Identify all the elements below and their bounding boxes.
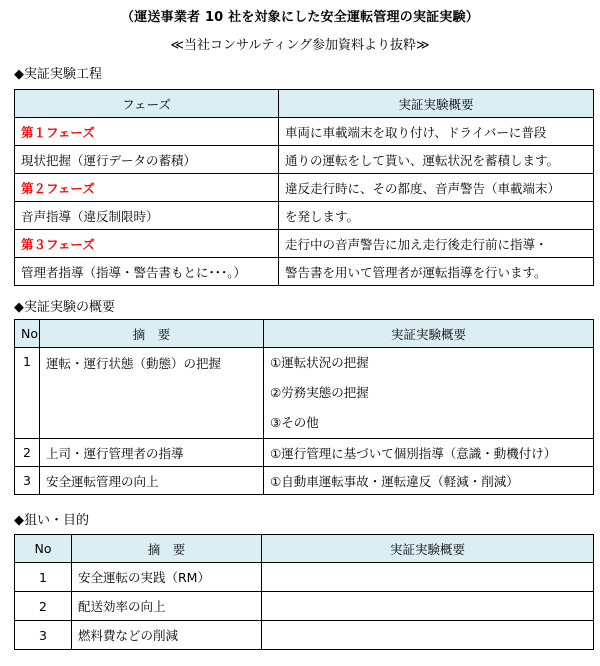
detail-line: ②労務実態の把握 [270,385,369,400]
table-row [15,258,594,286]
table-row [15,348,594,439]
document-title: （運送事業者 10 社を対象にした安全運転管理の実証実験） [121,10,479,25]
header-overview: 実証実験概要 [262,535,594,563]
phase-overview-line: 違反走行時に、その都度、音声警告（車載端末） [279,174,594,202]
row-number: 1 [15,563,72,592]
table-row [15,118,594,146]
phase-overview-line: を発します。 [279,202,594,230]
row-number: 2 [15,439,40,467]
row-summary: 安全運転管理の向上 [40,467,264,495]
phase-description: 音声指導（違反制限時） [15,202,279,230]
row-details [264,348,594,439]
row-number: 2 [15,592,72,621]
phase-label: 第３フェーズ [15,230,279,258]
table-row [15,563,594,592]
row-details [262,621,594,650]
section-heading-overview: ◆実証実験の概要 [14,300,115,315]
detail-line: ③その他 [270,415,319,430]
row-summary: 燃料費などの削減 [72,621,262,650]
row-details: ①運行管理に基づいて個別指導（意識・動機付け） [264,439,594,467]
document-subtitle: ≪当社コンサルティング参加資料より抜粋≫ [170,38,430,53]
row-number: 3 [15,467,40,495]
header-phase: フェーズ [15,90,279,118]
row-summary: 配送効率の向上 [72,592,262,621]
header-summary: 摘 要 [72,535,262,563]
table-row [15,230,594,258]
table-row [15,467,594,495]
phase-label: 第２フェーズ [15,174,279,202]
table-row [15,439,594,467]
header-overview: 実証実験概要 [279,90,594,118]
table-header-row [15,320,594,348]
phase-description: 管理者指導（指導・警告書もとに･･･。） [15,258,279,286]
header-summary: 摘 要 [40,320,264,348]
table-row [15,592,594,621]
process-table [14,89,594,286]
table-header-row [15,90,594,118]
table-row [15,202,594,230]
row-details: ①自動車運転事故・運転違反（軽減・削減） [264,467,594,495]
header-no: No [15,535,72,563]
table-row [15,146,594,174]
row-number: 1 [15,348,40,439]
phase-overview-line: 警告書を用いて管理者が運転指導を行います。 [279,258,594,286]
phase-label: 第１フェーズ [15,118,279,146]
row-number: 3 [15,621,72,650]
goals-table [14,534,594,650]
table-header-row [15,535,594,563]
header-no: No [15,320,40,348]
detail-line: ①運転状況の把握 [270,355,369,370]
phase-overview-line: 走行中の音声警告に加え走行後走行前に指導・ [279,230,594,258]
phase-overview-line: 通りの運転をして貰い、運転状況を蓄積します。 [279,146,594,174]
section-heading-goals: ◆狙い・目的 [14,513,89,528]
row-summary: 安全運転の実践（RM） [72,563,262,592]
row-summary: 運転・運行状態（動態）の把握 [40,348,264,439]
row-details [262,563,594,592]
section-heading-process: ◆実証実験工程 [14,67,102,82]
row-summary: 上司・運行管理者の指導 [40,439,264,467]
phase-description: 現状把握（運行データの蓄積） [15,146,279,174]
row-details [262,592,594,621]
overview-table [14,319,594,495]
phase-overview-line: 車両に車載端末を取り付け、ドライバーに普段 [279,118,594,146]
table-row [15,174,594,202]
header-overview: 実証実験概要 [264,320,594,348]
table-row [15,621,594,650]
